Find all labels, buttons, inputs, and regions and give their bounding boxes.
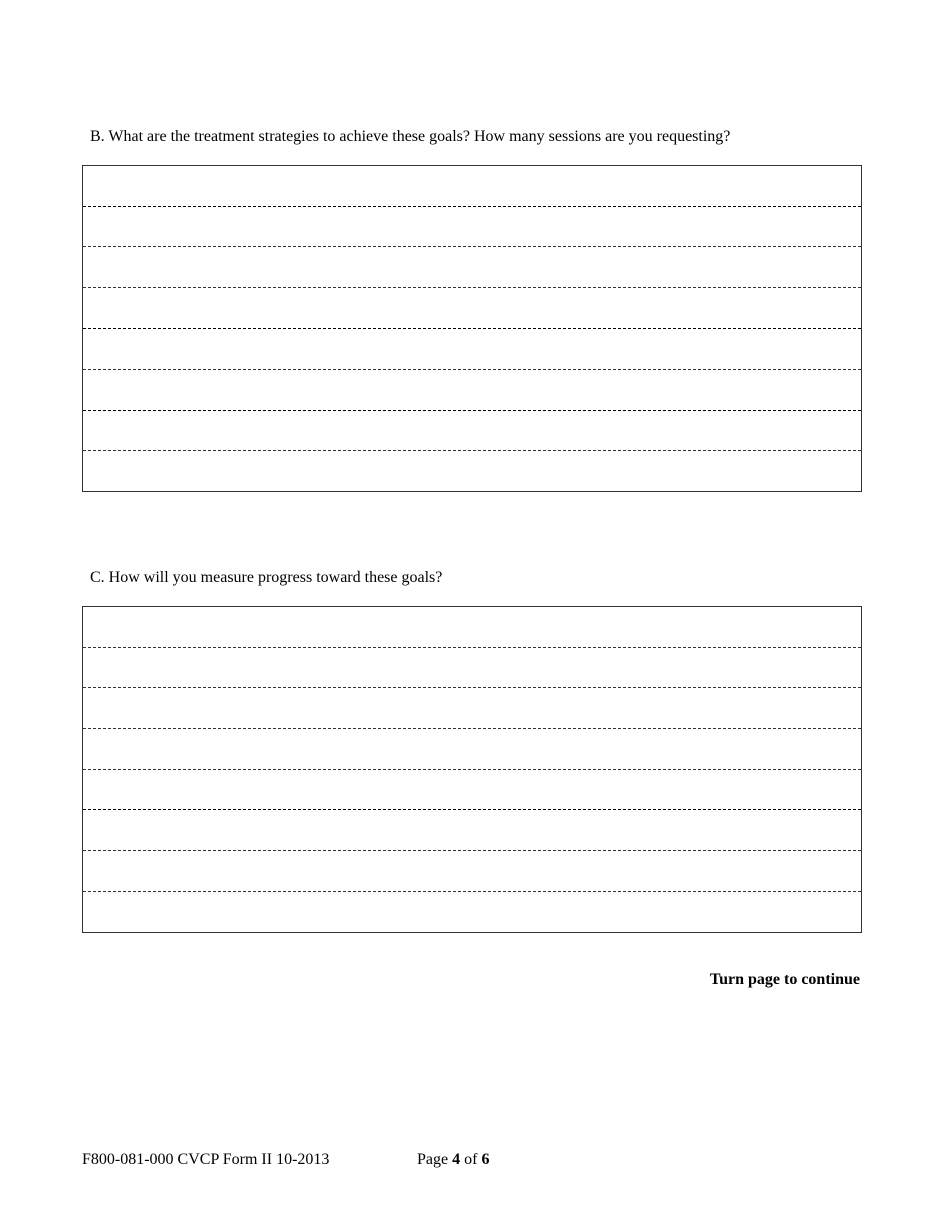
answer-line — [83, 769, 861, 770]
answer-line — [83, 450, 861, 451]
answer-line — [83, 410, 861, 411]
answer-line — [83, 850, 861, 851]
answer-line — [83, 809, 861, 810]
answer-line — [83, 647, 861, 648]
answer-line — [83, 369, 861, 370]
answer-line — [83, 728, 861, 729]
answer-line — [83, 287, 861, 288]
footer-form-id: F800-081-000 CVCP Form II 10-2013 — [82, 1151, 330, 1168]
answer-line — [83, 687, 861, 688]
page-total: 6 — [481, 1151, 490, 1168]
question-b-label: B. What are the treatment strategies to achieve these goals? How many sessions are you requesting? — [90, 128, 731, 145]
turn-page-note: Turn page to continue — [709, 971, 860, 988]
page-word: Page — [417, 1151, 449, 1168]
answer-line — [83, 246, 861, 247]
answer-line — [83, 328, 861, 329]
answer-box-b[interactable] — [82, 165, 862, 492]
question-c-label: C. How will you measure progress toward these goals? — [90, 569, 443, 586]
answer-box-c[interactable] — [82, 606, 862, 933]
answer-line — [83, 891, 861, 892]
page-current: 4 — [452, 1151, 461, 1168]
footer-page-number — [417, 1151, 489, 1169]
page-of-word: of — [464, 1151, 478, 1168]
answer-line — [83, 206, 861, 207]
